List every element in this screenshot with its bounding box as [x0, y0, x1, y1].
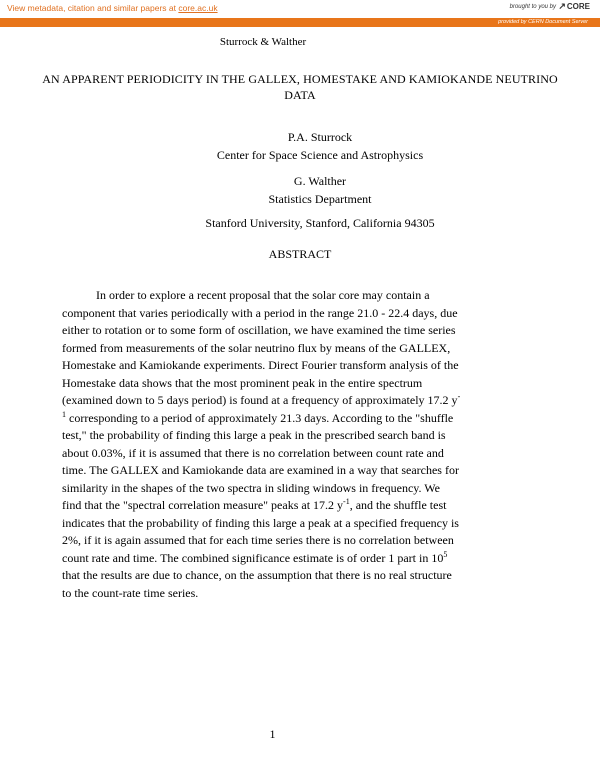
abstract-superscript-3: 5: [443, 549, 448, 559]
author-affiliation: Center for Space Science and Astrophysics: [216, 148, 424, 162]
core-banner: [0, 0, 600, 28]
core-logo-text: CORE: [566, 2, 590, 11]
abstract-text-3: , and the shuffle test indicates that the probability of finding this large a peak at a specified frequency is 2%, if it is again assumed that for each time series there is no correlation between count rate and time. The combined significance estimate is of order 1 part in 10: [62, 498, 459, 565]
author-block-1: [145, 128, 495, 164]
abstract-superscript-2: -1: [343, 497, 350, 506]
core-logo[interactable]: [558, 1, 590, 12]
abstract-text-4: that the results are due to chance, on the assumption that there is no real structure to the count-rate time series.: [62, 568, 452, 600]
abstract-text-2: corresponding to a period of approximately 21.3 days. According to the "shuffle test," the probability of finding this large a peak in the prescribed search band is about 0.03%, if it is assumed that there is no correlation between count rate and time. The GALLEX and Kamiokande data are examined in a way that searches for similarity in the shapes of the two spectra in sliding windows in frequency. We find that the "spectral correlation measure" peaks at 17.2 y: [62, 410, 459, 512]
author-name: G. Walther: [293, 174, 347, 188]
author-block-2: [145, 172, 495, 208]
metadata-text: View metadata, citation and similar papers at: [7, 3, 179, 13]
author-affiliation: Statistics Department: [268, 192, 372, 206]
paper-title: AN APPARENT PERIODICITY IN THE GALLEX, HOMESTAKE AND KAMIOKANDE NEUTRINO DATA: [42, 72, 558, 102]
abstract-text-1: In order to explore a recent proposal that the solar core may contain a component that varies periodically with a period in the range 21.0 - 22.4 days, due either to rotation or to some form of oscillation, we have examined the time series formed from measurements of the solar neutrino flux by means of the GALLEX, Homestake and Kamiokande experiments. Direct Fourier transform analysis of the Homestake data shows that the most prominent peak in the entire spectrum (examined down to 5 days period) is found at a frequency of approximately 17.2 y: [62, 288, 459, 407]
metadata-notice: [7, 3, 218, 13]
running-head: Sturrock & Walther: [219, 36, 307, 48]
core-logo-icon: ↗: [558, 1, 566, 11]
author-name: P.A. Sturrock: [287, 130, 353, 144]
core-link[interactable]: core.ac.uk: [178, 3, 218, 13]
provided-by-text: provided by CERN Document Server: [498, 19, 588, 25]
abstract-body: [62, 287, 462, 602]
page-number: 1: [269, 727, 276, 741]
abstract-heading: ABSTRACT: [268, 247, 332, 261]
abstract-superscript-1: -1: [62, 392, 461, 419]
provider-bar: [0, 18, 600, 27]
brought-by-text: brought to you by: [509, 4, 556, 10]
institution-address: Stanford University, Stanford, California 94305: [205, 216, 435, 230]
